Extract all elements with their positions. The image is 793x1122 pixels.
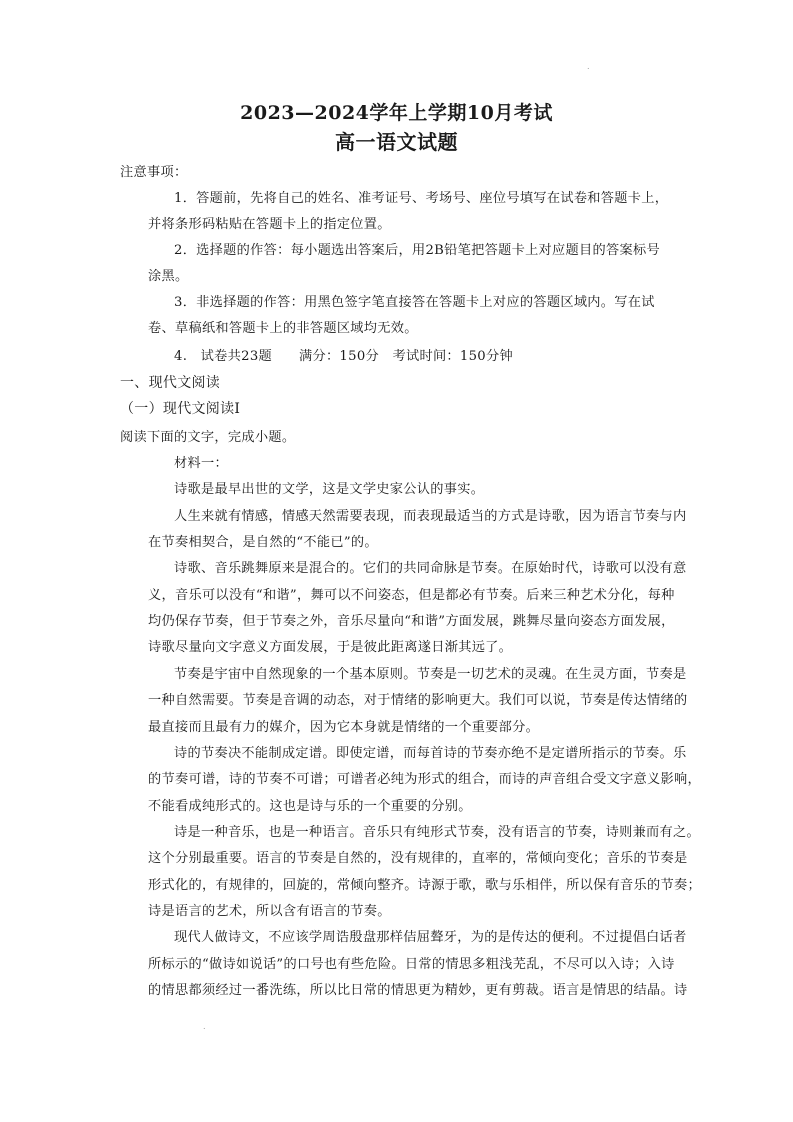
notice-line: 4. 试卷共23题 满分：150分 考试时间：150分钟	[174, 349, 513, 364]
body-line: 的节奏可谱，诗的节奏不可谱；可谱者必纯为形式的组合，而诗的声音组合受文字意义影响，	[148, 772, 701, 787]
reading-instruction: 阅读下面的文字，完成小题。	[120, 430, 296, 445]
body-line: 在节奏相契合，是自然的“不能已”的。	[148, 535, 378, 550]
body-line: 诗是一种音乐，也是一种语言。音乐只有纯形式节奏，没有语言的节奏，诗则兼而有之。	[174, 825, 701, 840]
body-line: 形式化的，有规律的，回旋的，常倾向整齐。诗源于歌，歌与乐相伴，所以保有音乐的节奏；	[148, 878, 701, 893]
exam-title: 2023—2024学年上学期10月考试	[240, 102, 553, 124]
notice-line: 1．答题前，先将自己的姓名、准考证号、考场号、座位号填写在试卷和答题卡上，	[174, 191, 669, 206]
scan-dot-bottom: .	[203, 1022, 206, 1031]
body-line: 节奏是宇宙中自然现象的一个基本原则。节奏是一切艺术的灵魂。在生灵方面，节奏是	[174, 667, 687, 682]
sub-section-heading: （一）现代文阅读Ⅰ	[120, 401, 241, 417]
body-line: 所标示的“做诗如说话”的口号也有些危险。日常的情思多粗浅芜乱，不尽可以入诗；入诗	[148, 957, 675, 972]
body-line: 义，音乐可以没有“和谐”，舞可以不问姿态，但是都必有节奏。后来三种艺术分化，每种	[148, 588, 675, 603]
body-line: 不能看成纯形式的。这也是诗与乐的一个重要的分别。	[148, 799, 472, 814]
body-line: 诗歌、音乐跳舞原来是混合的。它们的共同命脉是节奏。在原始时代，诗歌可以没有意	[174, 561, 687, 576]
body-line: 这个分别最重要。语言的节奏是自然的，没有规律的，直率的，常倾向变化；音乐的节奏是	[148, 851, 688, 866]
exam-subtitle: 高一语文试题	[335, 130, 458, 154]
notice-line: 2．选择题的作答：每小题选出答案后，用2B铅笔把答题卡上对应题目的答案标号	[174, 243, 660, 258]
notice-line: 卷、草稿纸和答题卡上的非答题区域均无效。	[148, 321, 418, 336]
notice-line: 涂黑。	[148, 269, 189, 284]
material-label: 材料一：	[174, 456, 228, 471]
notice-line: 3．非选择题的作答：用黑色签字笔直接答在答题卡上对应的答题区域内。写在试	[174, 295, 655, 310]
body-line: 最直接而且最有力的媒介，因为它本身就是情绪的一个重要部分。	[148, 720, 540, 735]
body-line: 诗的节奏决不能制成定谱。即使定谱，而每首诗的节奏亦绝不是定谱所指示的节奏。乐	[174, 746, 687, 761]
section-heading: 一、现代文阅读	[120, 375, 221, 391]
body-line: 人生来就有情感，情感天然需要表现，而表现最适当的方式是诗歌，因为语言节奏与内	[174, 509, 687, 524]
body-line: 诗是语言的艺术，所以含有语言的节奏。	[148, 904, 391, 919]
notice-heading: 注意事项：	[120, 165, 188, 180]
body-line: 一种自然需要。节奏是音调的动态，对于情绪的影响更大。我们可以说，节奏是传达情绪的	[148, 693, 688, 708]
body-line: 现代人做诗文，不应该学周诰殷盘那样佶屈聱牙，为的是传达的便利。不过提倡白话者	[174, 930, 687, 945]
body-line: 均仍保存节奏，但于节奏之外，音乐尽量向“和谐”方面发展，跳舞尽量向姿态方面发展，	[148, 614, 675, 629]
body-line: 诗歌尽量向文字意义方面发展，于是彼此距离遂日渐其远了。	[148, 640, 513, 655]
scan-dot-top: .	[587, 62, 590, 71]
body-line: 的情思都须经过一番洗练，所以比日常的情思更为精妙，更有剪裁。语言是情思的结晶。诗	[148, 983, 688, 998]
body-line: 诗歌是最早出世的文学，这是文学史家公认的事实。	[174, 482, 485, 497]
notice-line: 并将条形码粘贴在答题卡上的指定位置。	[148, 217, 391, 232]
